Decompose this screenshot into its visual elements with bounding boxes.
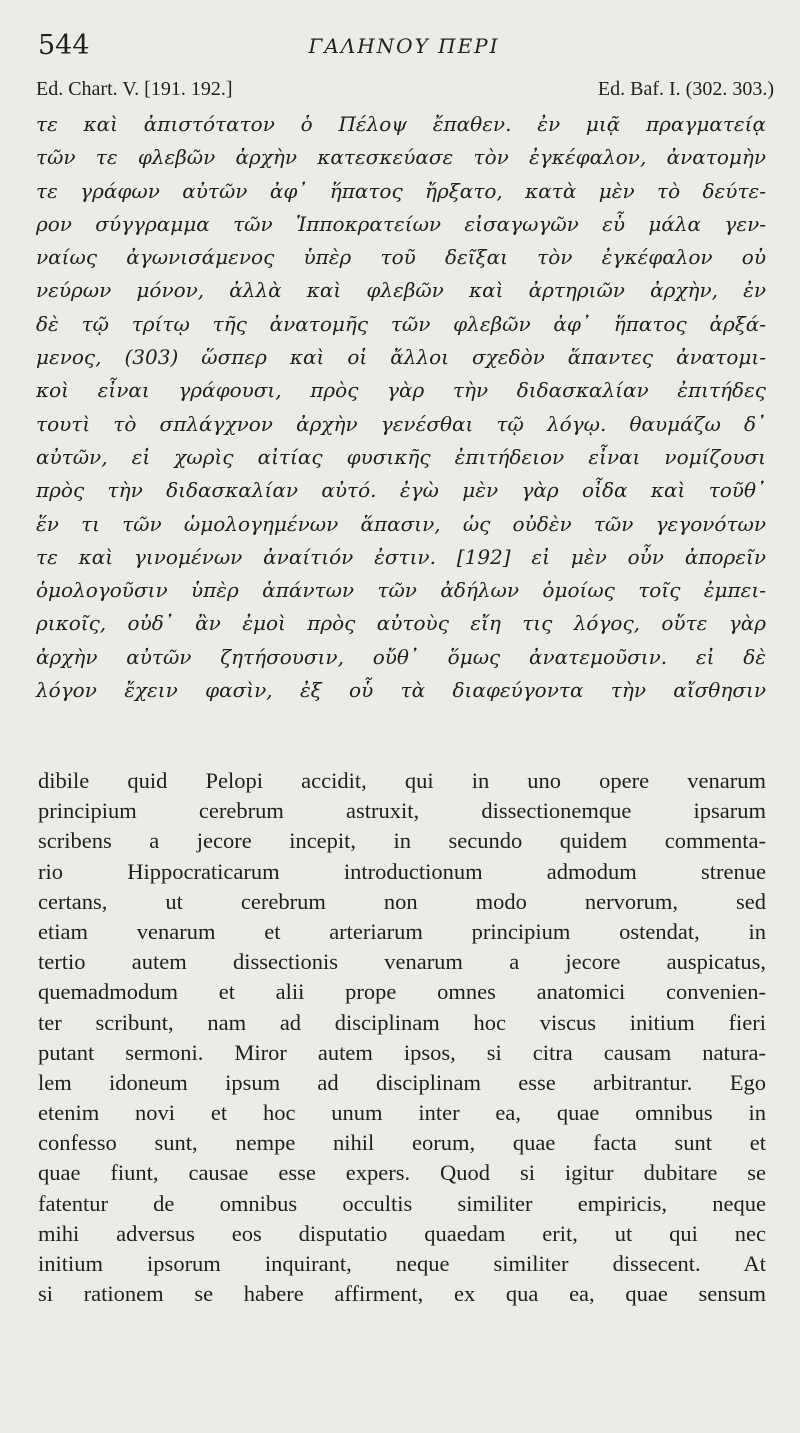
greek-line: δὲ τῷ τρίτῳ τῆς ἀνατομῆς τῶν φλεβῶν ἀφ᾽ ἥπατος ἀρξά- [36, 311, 766, 336]
latin-line: scribens a jecore incepit, in secundo quidem commenta- [38, 828, 766, 854]
latin-line: dibile quid Pelopi accidit, qui in uno opere venarum [38, 768, 766, 793]
latin-line: putant sermoni. Miror autem ipsos, si citra causam natura- [38, 1039, 766, 1065]
latin-line: si rationem se habere affirment, ex qua ea, quae sensum [38, 1281, 766, 1307]
greek-line: τῶν τε φλεβῶν ἀρχὴν κατεσκεύασε τὸν ἐγκέφαλον, ἀνατομὴν [36, 145, 766, 170]
edition-line [36, 78, 774, 104]
latin-line: lem idoneum ipsum ad disciplinam esse arbitrantur. Ego [38, 1069, 766, 1095]
greek-line: κοὶ εἶναι γράφουσι, πρὸς γὰρ τὴν διδασκαλίαν ἐπιτήδες [36, 378, 766, 403]
greek-line: τε γράφων αὐτῶν ἀφ᾽ ἥπατος ἤρξατο, κατὰ μὲν τὸ δεύτε- [36, 178, 766, 203]
greek-line: ὁμολογοῦσιν ὑπὲρ ἁπάντων τῶν ἀδήλων ὁμοίως τοῖς ἐμπει- [36, 578, 766, 603]
greek-text-block [36, 108, 766, 707]
greek-line: πρὸς τὴν διδασκαλίαν αὐτό. ἐγὼ μὲν γὰρ οἶδα καὶ τοῦθ᾽ [36, 478, 766, 503]
latin-line: etenim novi et hoc unum inter ea, quae omnibus in [38, 1100, 766, 1126]
greek-line: ρον σύγγραμμα τῶν Ἱπποκρατείων εἰσαγωγῶν εὖ μάλα γεν- [36, 211, 766, 236]
latin-line: tertio autem dissectionis venarum a jecore auspicatus, [38, 949, 766, 975]
greek-line: τε καὶ ἀπιστότατον ὁ Πέλοψ ἔπαθεν. ἐν μιᾷ πραγματείᾳ [36, 112, 766, 136]
greek-line: ρικοῖς, οὐδ᾽ ἂν ἐμοὶ πρὸς αὐτοὺς εἴη τις λόγος, οὔτε γὰρ [36, 611, 766, 636]
latin-line: rio Hippocraticarum introductionum admodum strenue [38, 858, 766, 884]
greek-line: αὐτῶν, εἰ χωρὶς αἰτίας φυσικῆς ἐπιτήδειον εἶναι νομίζουσι [36, 444, 766, 469]
edition-reference-chart: Ed. Chart. V. [191. 192.] [36, 78, 233, 100]
running-title: ΓΑΛΗΝΟΥ ΠΕΡΙ [308, 34, 500, 58]
greek-line: λόγον ἔχειν φασὶν, ἐξ οὗ τὰ διαφεύγοντα τὴν αἴσθησιν [36, 678, 766, 703]
latin-line: principium cerebrum astruxit, dissectionemque ipsarum [38, 798, 766, 824]
greek-line: μενος, (303) ὥσπερ καὶ οἱ ἄλλοι σχεδὸν ἅπαντες ἀνατομι- [36, 345, 766, 370]
page-header [38, 30, 770, 66]
latin-text-block [38, 766, 766, 1309]
latin-line: ter scribunt, nam ad disciplinam hoc viscus initium fieri [38, 1009, 766, 1035]
latin-line: etiam venarum et arteriarum principium ostendat, in [38, 918, 766, 944]
greek-line: ἕν τι τῶν ὡμολογημένων ἅπασιν, ὡς οὐδὲν τῶν γεγονότων [36, 511, 766, 536]
latin-line: certans, ut cerebrum non modo nervorum, sed [38, 888, 766, 914]
page-number: 544 [38, 30, 90, 61]
latin-line: initium ipsorum inquirant, neque similiter dissecent. At [38, 1251, 766, 1276]
latin-line: quemadmodum et alii prope omnes anatomici convenien- [38, 979, 766, 1005]
greek-line: ἀρχὴν αὐτῶν ζητήσουσιν, οὔθ᾽ ὅμως ἀνατεμοῦσιν. εἰ δὲ [36, 644, 766, 669]
greek-line: ναίως ἀγωνισάμενος ὑπὲρ τοῦ δεῖξαι τὸν ἐγκέφαλον οὐ [36, 245, 766, 270]
latin-line: confesso sunt, nempe nihil eorum, quae facta sunt et [38, 1130, 766, 1156]
greek-line: τουτὶ τὸ σπλάγχνον ἀρχὴν γενέσθαι τῷ λόγῳ. θαυμάζω δ᾽ [36, 411, 766, 436]
edition-reference-basel: Ed. Baf. I. (302. 303.) [597, 78, 774, 100]
latin-line: fatentur de omnibus occultis similiter empiricis, neque [38, 1190, 766, 1216]
greek-line: νεύρων μόνον, ἀλλὰ καὶ φλεβῶν καὶ ἀρτηριῶν ἀρχὴν, ἐν [36, 278, 766, 303]
latin-line: quae fiunt, causae esse expers. Quod si igitur dubitare se [38, 1160, 766, 1186]
latin-line: mihi adversus eos disputatio quaedam erit, ut qui nec [38, 1220, 766, 1246]
greek-line: τε καὶ γινομένων ἀναίτιόν ἐστιν. [192] εἰ μὲν οὖν ἀπορεῖν [36, 544, 766, 569]
